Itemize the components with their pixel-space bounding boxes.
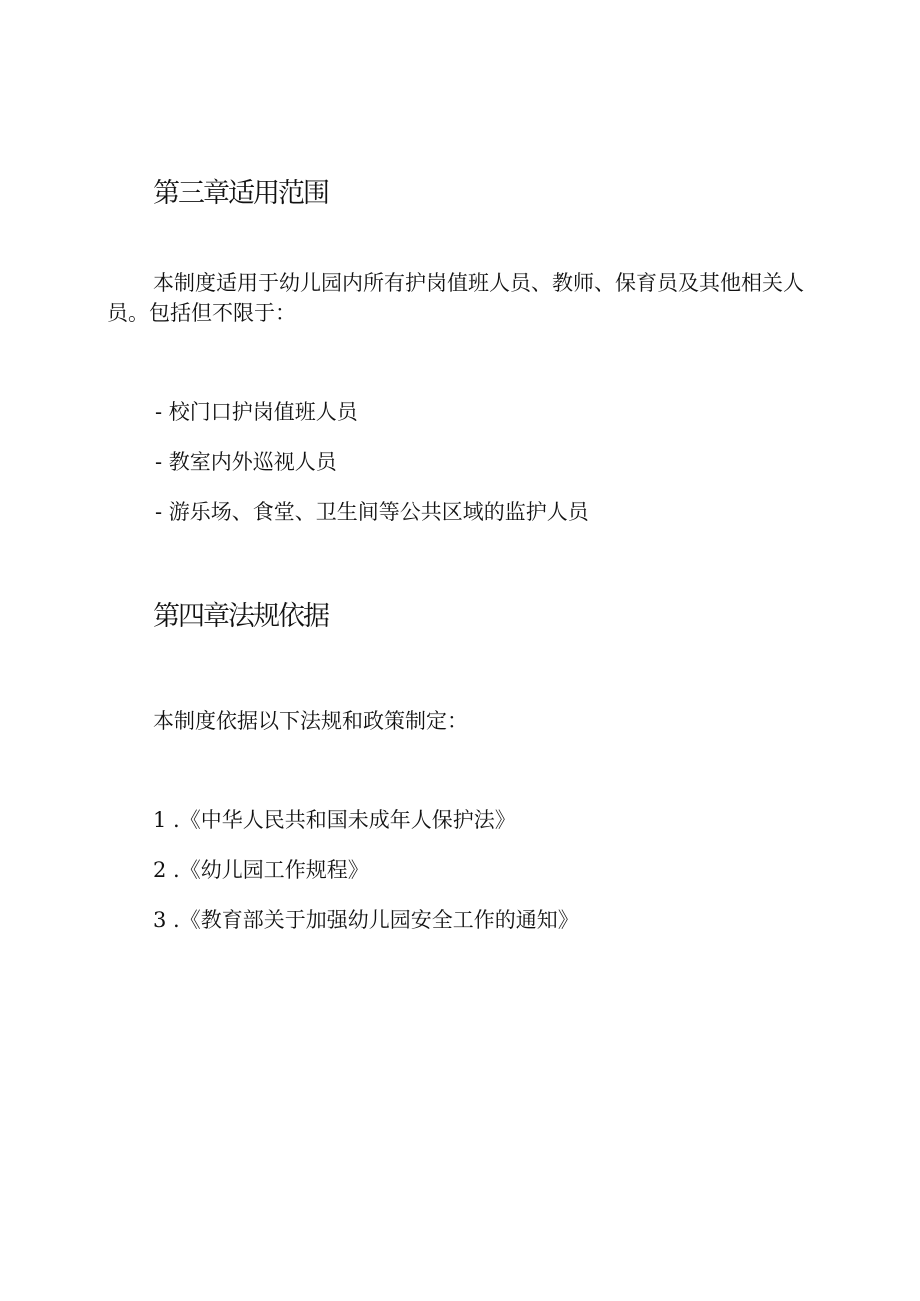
scope-item-gate-duty: - 校门口护岗值班人员 (155, 400, 358, 424)
chapter3-title: 第三章适用范围 (153, 178, 328, 209)
regulation-item-minor-protection-law: 1 .《中华人民共和国未成年人保护法》 (153, 808, 516, 832)
chapter4-paragraph: 本制度依据以下法规和政策制定： (153, 709, 468, 733)
chapter3-paragraph: 本制度适用于幼儿园内所有护岗值班人员、教师、保育员及其他相关人员。包括但不限于： (107, 271, 804, 325)
regulation-item-kindergarten-work-rules: 2 .《幼儿园工作规程》 (153, 858, 369, 882)
scope-item-classroom-patrol: - 教室内外巡视人员 (155, 450, 337, 474)
scope-item-public-area-supervision: - 游乐场、食堂、卫生间等公共区域的监护人员 (155, 500, 589, 524)
regulation-item-safety-notice: 3 .《教育部关于加强幼儿园安全工作的通知》 (153, 908, 579, 932)
chapter4-title: 第四章法规依据 (153, 601, 328, 632)
